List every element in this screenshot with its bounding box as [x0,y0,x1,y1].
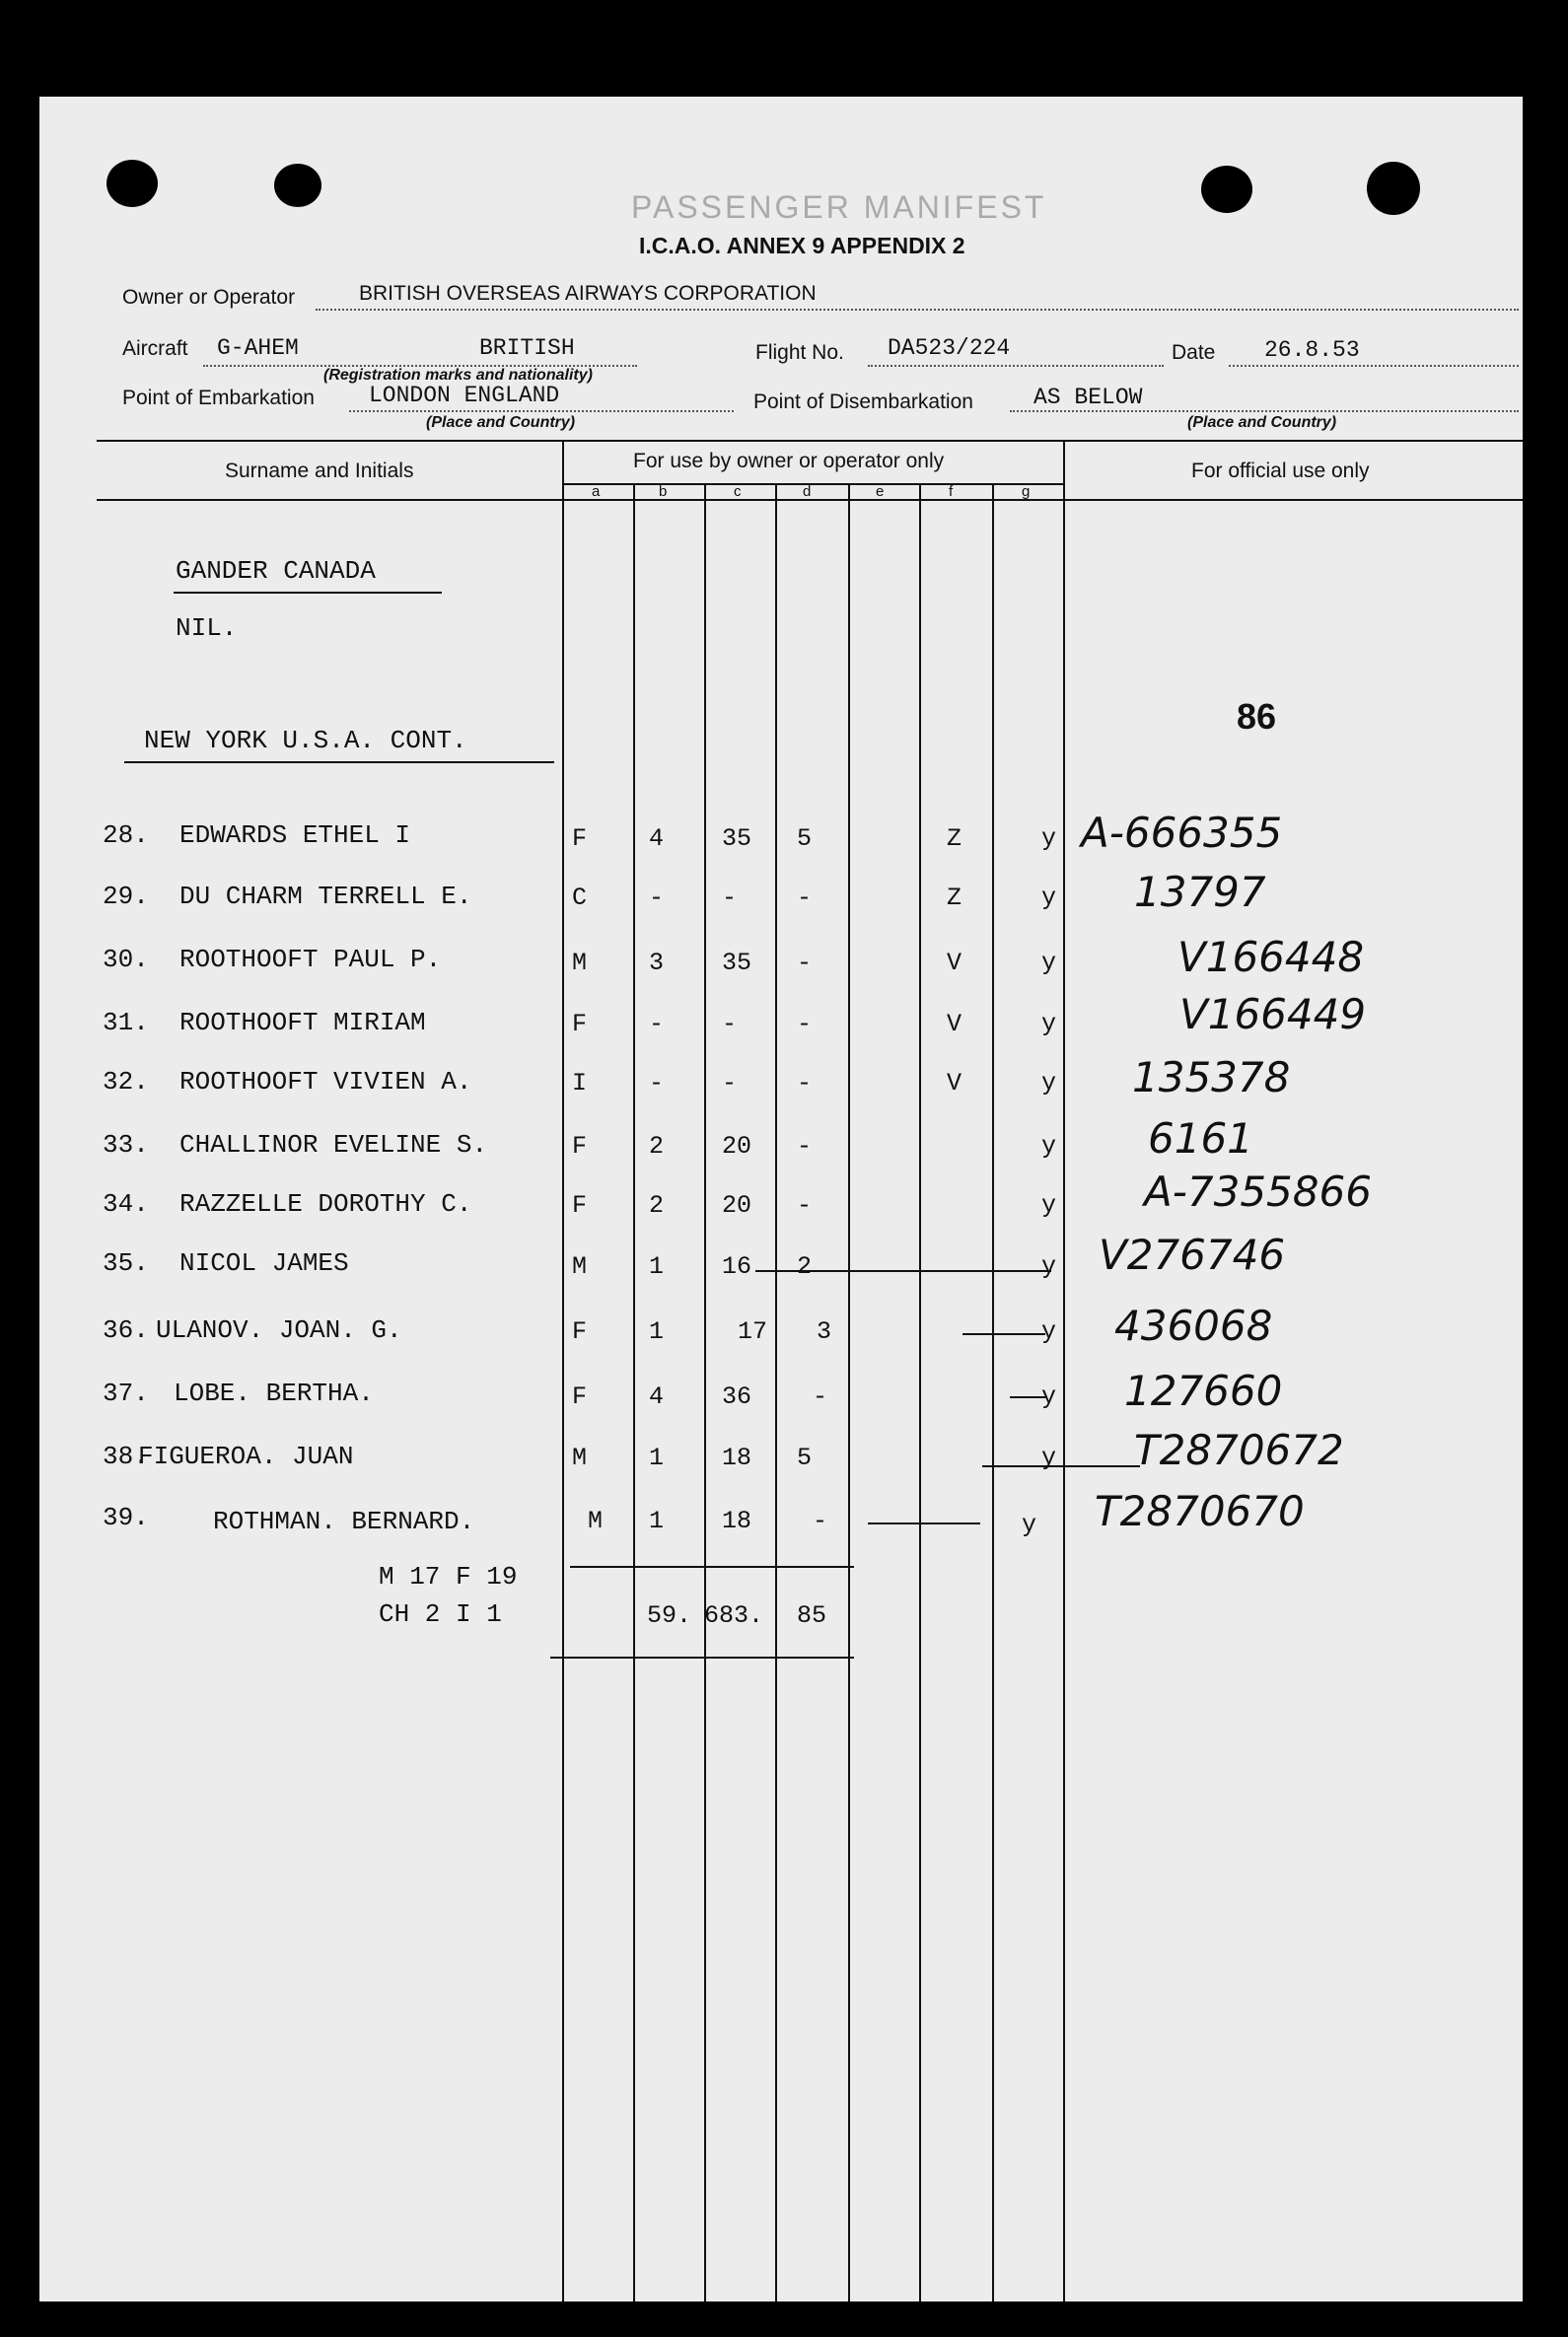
cell-b: - [649,1069,665,1098]
owner-value: BRITISH OVERSEAS AIRWAYS CORPORATION [359,282,817,305]
cell-d: 5 [797,1444,813,1472]
cell-a: M [572,1252,588,1281]
cell-b: 1 [649,1252,665,1281]
totals-bottom-rule [550,1657,854,1659]
passenger-name: CHALLINOR EVELINE S. [179,1130,488,1160]
punch-hole [1201,166,1252,213]
cell-g: y [1041,949,1057,977]
column-divider [848,483,850,2302]
cell-b: 3 [649,949,665,977]
cell-c: 18 [722,1507,752,1535]
cell-a: I [572,1069,588,1098]
table-top-rule [97,440,1523,442]
col-header-owner: For use by owner or operator only [633,450,945,472]
cell-a: F [572,1317,588,1346]
date-dotted-line [1229,365,1519,367]
section-newyork-underline [124,761,554,763]
passenger-name: ROOTHOOFT MIRIAM [179,1008,426,1037]
cell-d: 3 [817,1317,832,1346]
flight-dotted-line [868,365,1164,367]
totals-top-rule [570,1566,854,1568]
punch-hole [1367,162,1420,215]
total-c: 683. [704,1601,764,1630]
page-number: 86 [1237,696,1277,737]
official-number: 127660 [1124,1367,1283,1415]
cell-c: 36 [722,1382,752,1411]
total-b: 59. [647,1601,692,1630]
flight-label: Flight No. [755,341,844,364]
subcol-g: g [1022,483,1031,500]
passenger-name: RAZZELLE DOROTHY C. [179,1189,472,1219]
column-divider [633,483,635,2302]
official-number: V276746 [1099,1231,1286,1279]
official-number: 13797 [1134,868,1266,916]
official-number: 6161 [1148,1114,1253,1163]
cell-a: F [572,1191,588,1220]
cell-c: 16 [722,1252,752,1281]
passenger-name: LOBE. BERTHA. [174,1379,374,1408]
cell-d: - [797,949,813,977]
cell-c: 18 [722,1444,752,1472]
cell-b: 1 [649,1317,665,1346]
cell-a: F [572,1132,588,1161]
cell-g: y [1041,824,1057,853]
subcol-d: d [803,483,812,500]
cell-b: - [649,884,665,912]
cell-d: - [797,1010,813,1038]
cell-c: 17 [738,1317,768,1346]
strike-line [868,1523,980,1524]
cell-g: y [1041,1191,1057,1220]
row-number: 35. [103,1248,149,1278]
column-divider [704,483,706,2302]
cell-a: F [572,1382,588,1411]
aircraft-value: G-AHEM [217,335,299,361]
official-number: T2870672 [1134,1426,1344,1474]
row-number: 37. [103,1379,149,1408]
row-number: 39. [103,1503,149,1532]
cell-f: Z [947,884,962,912]
section-gander-underline [174,592,442,594]
embark-dotted-line [349,410,734,412]
registration-note: (Registration marks and nationality) [323,367,593,384]
official-number: A-7355866 [1144,1168,1372,1216]
subcol-b: b [659,483,668,500]
cell-c: 35 [722,949,752,977]
passenger-name: ULANOV. JOAN. G. [156,1315,402,1345]
cell-g: y [1041,1069,1057,1098]
official-number: 135378 [1132,1053,1291,1101]
cell-g: y [1041,1444,1057,1472]
totals-line1: M 17 F 19 [379,1562,518,1592]
cell-f: V [947,949,962,977]
passenger-name: ROOTHOOFT VIVIEN A. [179,1067,472,1097]
cell-d: - [813,1507,828,1535]
official-number: A-666355 [1081,809,1283,857]
cell-b: 4 [649,1382,665,1411]
cell-a: F [572,1010,588,1038]
cell-a: M [588,1507,604,1535]
cell-c: 20 [722,1132,752,1161]
official-number: T2870670 [1095,1487,1305,1535]
subcol-rule [562,483,1063,485]
aircraft-label: Aircraft [122,337,188,360]
row-number: 38. [103,1442,149,1471]
official-number: 436068 [1114,1302,1273,1350]
strike-line [1010,1396,1047,1398]
row-number: 34. [103,1189,149,1219]
faded-title: PASSENGER MANIFEST [631,189,1047,225]
embark-note: (Place and Country) [426,414,576,431]
cell-g: y [1041,1382,1057,1411]
passenger-name: DU CHARM TERRELL E. [179,882,472,911]
row-number: 29. [103,882,149,911]
subcol-a: a [592,483,601,500]
total-d: 85 [797,1601,827,1630]
strike-line [982,1465,1140,1467]
cell-g: y [1041,1010,1057,1038]
owner-dotted-line [316,309,1519,311]
cell-f: V [947,1069,962,1098]
embark-label: Point of Embarkation [122,387,315,409]
cell-f: Z [947,824,962,853]
row-number: 31. [103,1008,149,1037]
embark-value: LONDON ENGLAND [369,383,560,408]
punch-hole [274,164,321,207]
cell-a: M [572,949,588,977]
cell-c: - [722,884,738,912]
cell-b: 2 [649,1191,665,1220]
section-gander: GANDER CANADA [176,556,376,586]
passenger-name: FIGUEROA. JUAN [138,1442,354,1471]
passenger-name: EDWARDS ETHEL I [179,820,411,850]
row-number: 28. [103,820,149,850]
column-divider [919,483,921,2302]
cell-d: - [797,1191,813,1220]
cell-b: - [649,1010,665,1038]
subcol-f: f [949,483,954,500]
document-subtitle: I.C.A.O. ANNEX 9 APPENDIX 2 [639,233,965,258]
cell-g: y [1041,1252,1057,1281]
cell-c: 20 [722,1191,752,1220]
row-number: 33. [103,1130,149,1160]
passenger-name: NICOL JAMES [179,1248,349,1278]
col-header-official: For official use only [1191,460,1370,482]
passenger-name: ROTHMAN. BERNARD. [213,1507,475,1536]
cell-d: - [813,1382,828,1411]
row-number: 36. [103,1315,149,1345]
cell-a: F [572,824,588,853]
col-header-name: Surname and Initials [225,460,414,482]
disembark-note: (Place and Country) [1187,414,1337,431]
official-number: V166448 [1177,933,1365,981]
row-number: 30. [103,945,149,974]
disembark-value: AS BELOW [1033,385,1143,410]
punch-hole [107,160,158,207]
cell-b: 2 [649,1132,665,1161]
owner-label: Owner or Operator [122,286,296,309]
cell-f: V [947,1010,962,1038]
disembark-label: Point of Disembarkation [753,390,973,413]
cell-d: - [797,1069,813,1098]
cell-b: 1 [649,1444,665,1472]
column-divider [562,440,564,2302]
cell-a: M [572,1444,588,1472]
cell-g: y [1041,1132,1057,1161]
cell-c: 35 [722,824,752,853]
section-newyork: NEW YORK U.S.A. CONT. [144,726,467,755]
disembark-dotted-line [1010,410,1519,412]
official-number: V166449 [1179,990,1367,1038]
cell-d: 5 [797,824,813,853]
section-nil: NIL. [176,613,238,643]
column-divider [1063,440,1065,2302]
row-number: 32. [103,1067,149,1097]
cell-c: - [722,1010,738,1038]
subcol-c: c [734,483,742,500]
cell-g: y [1022,1511,1037,1539]
cell-d: - [797,1132,813,1161]
cell-b: 4 [649,824,665,853]
date-label: Date [1172,341,1216,364]
cell-c: - [722,1069,738,1098]
cell-g: y [1041,884,1057,912]
cell-b: 1 [649,1507,665,1535]
nationality-value: BRITISH [479,335,575,361]
column-divider [992,483,994,2302]
totals-line2: CH 2 I 1 [379,1599,502,1629]
subcol-e: e [876,483,885,500]
column-divider [775,483,777,2302]
flight-value: DA523/224 [888,335,1011,361]
date-value: 26.8.53 [1264,337,1360,363]
cell-d: 2 [797,1252,813,1281]
cell-g: y [1041,1317,1057,1346]
cell-a: C [572,884,588,912]
strike-line [755,1270,1051,1272]
passenger-name: ROOTHOOFT PAUL P. [179,945,442,974]
cell-d: - [797,884,813,912]
strike-line [962,1333,1045,1335]
